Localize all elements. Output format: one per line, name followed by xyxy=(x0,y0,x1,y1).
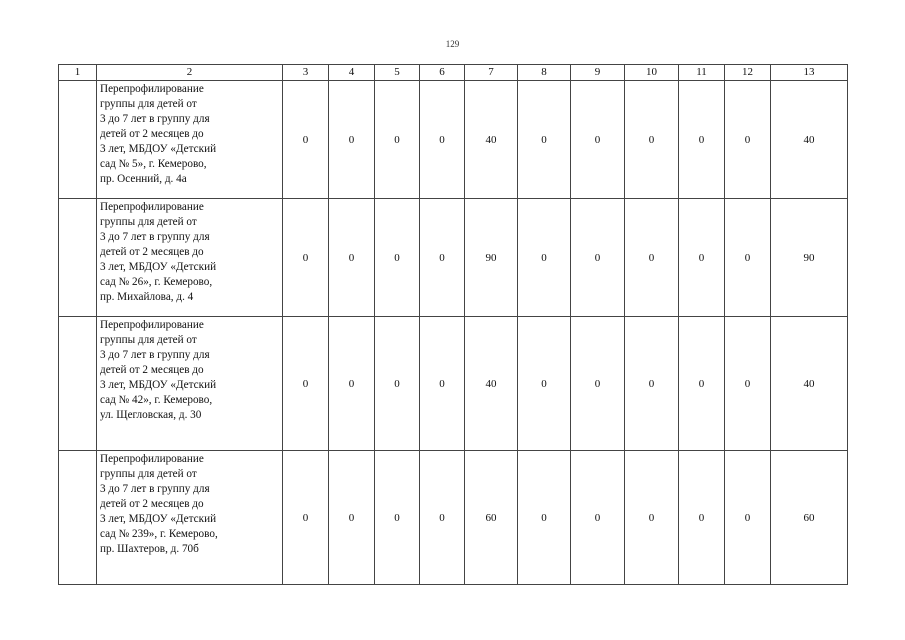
description-cell: Перепрофилирование группы для детей от 3 до 7 лет в группу для детей от 2 месяцев до 3 лет, МБДОУ «Детский сад № 26», г. Кемерово, пр. Михайлова, д. 4 xyxy=(97,199,283,317)
header-cell-8: 8 xyxy=(518,65,571,81)
value-cell: 0 xyxy=(329,317,375,451)
header-cell-13: 13 xyxy=(771,65,848,81)
value-cell: 40 xyxy=(465,317,518,451)
value-cell: 0 xyxy=(283,199,329,317)
total-cell: 60 xyxy=(771,451,848,585)
value-cell: 0 xyxy=(571,451,625,585)
row-number-cell xyxy=(59,317,97,451)
table-row xyxy=(59,81,848,199)
header-cell-7: 7 xyxy=(465,65,518,81)
value-cell: 0 xyxy=(625,81,679,199)
value-cell: 0 xyxy=(329,451,375,585)
value-cell: 0 xyxy=(625,451,679,585)
value-cell: 0 xyxy=(725,317,771,451)
value-cell: 0 xyxy=(725,81,771,199)
value-cell: 0 xyxy=(283,81,329,199)
header-cell-2: 2 xyxy=(97,65,283,81)
value-cell: 0 xyxy=(375,199,420,317)
header-cell-10: 10 xyxy=(625,65,679,81)
value-cell: 0 xyxy=(375,317,420,451)
value-cell: 0 xyxy=(283,451,329,585)
row-number-cell xyxy=(59,81,97,199)
value-cell: 0 xyxy=(571,81,625,199)
value-cell: 0 xyxy=(420,81,465,199)
row-number-cell xyxy=(59,451,97,585)
header-cell-6: 6 xyxy=(420,65,465,81)
page-number: 129 xyxy=(445,39,460,49)
value-cell: 0 xyxy=(679,199,725,317)
total-cell: 40 xyxy=(771,81,848,199)
description-cell: Перепрофилирование группы для детей от 3 до 7 лет в группу для детей от 2 месяцев до 3 лет, МБДОУ «Детский сад № 42», г. Кемерово, ул. Щегловская, д. 30 xyxy=(97,317,283,451)
value-cell: 0 xyxy=(679,451,725,585)
header-cell-11: 11 xyxy=(679,65,725,81)
header-cell-1: 1 xyxy=(59,65,97,81)
value-cell: 0 xyxy=(518,199,571,317)
table-row xyxy=(59,199,848,317)
value-cell: 0 xyxy=(571,199,625,317)
total-cell: 90 xyxy=(771,199,848,317)
total-cell: 40 xyxy=(771,317,848,451)
value-cell: 0 xyxy=(329,199,375,317)
value-cell: 0 xyxy=(518,81,571,199)
value-cell: 0 xyxy=(679,317,725,451)
header-cell-3: 3 xyxy=(283,65,329,81)
value-cell: 90 xyxy=(465,199,518,317)
value-cell: 0 xyxy=(375,81,420,199)
row-number-cell xyxy=(59,199,97,317)
header-cell-9: 9 xyxy=(571,65,625,81)
value-cell: 0 xyxy=(329,81,375,199)
value-cell: 0 xyxy=(518,451,571,585)
header-cell-5: 5 xyxy=(375,65,420,81)
header-row xyxy=(59,65,848,81)
data-table xyxy=(58,64,848,585)
description-cell: Перепрофилирование группы для детей от 3 до 7 лет в группу для детей от 2 месяцев до 3 лет, МБДОУ «Детский сад № 239», г. Кемерово, пр. Шахтеров, д. 70б xyxy=(97,451,283,585)
value-cell: 60 xyxy=(465,451,518,585)
value-cell: 0 xyxy=(571,317,625,451)
value-cell: 0 xyxy=(420,451,465,585)
value-cell: 0 xyxy=(625,199,679,317)
table-row xyxy=(59,451,848,585)
description-cell: Перепрофилирование группы для детей от 3 до 7 лет в группу для детей от 2 месяцев до 3 лет, МБДОУ «Детский сад № 5», г. Кемерово, пр. Осенний, д. 4а xyxy=(97,81,283,199)
header-cell-4: 4 xyxy=(329,65,375,81)
value-cell: 0 xyxy=(283,317,329,451)
value-cell: 0 xyxy=(518,317,571,451)
value-cell: 0 xyxy=(679,81,725,199)
value-cell: 0 xyxy=(420,199,465,317)
value-cell: 0 xyxy=(375,451,420,585)
value-cell: 0 xyxy=(625,317,679,451)
value-cell: 0 xyxy=(725,199,771,317)
header-cell-12: 12 xyxy=(725,65,771,81)
table-row xyxy=(59,317,848,451)
value-cell: 0 xyxy=(420,317,465,451)
value-cell: 0 xyxy=(725,451,771,585)
value-cell: 40 xyxy=(465,81,518,199)
